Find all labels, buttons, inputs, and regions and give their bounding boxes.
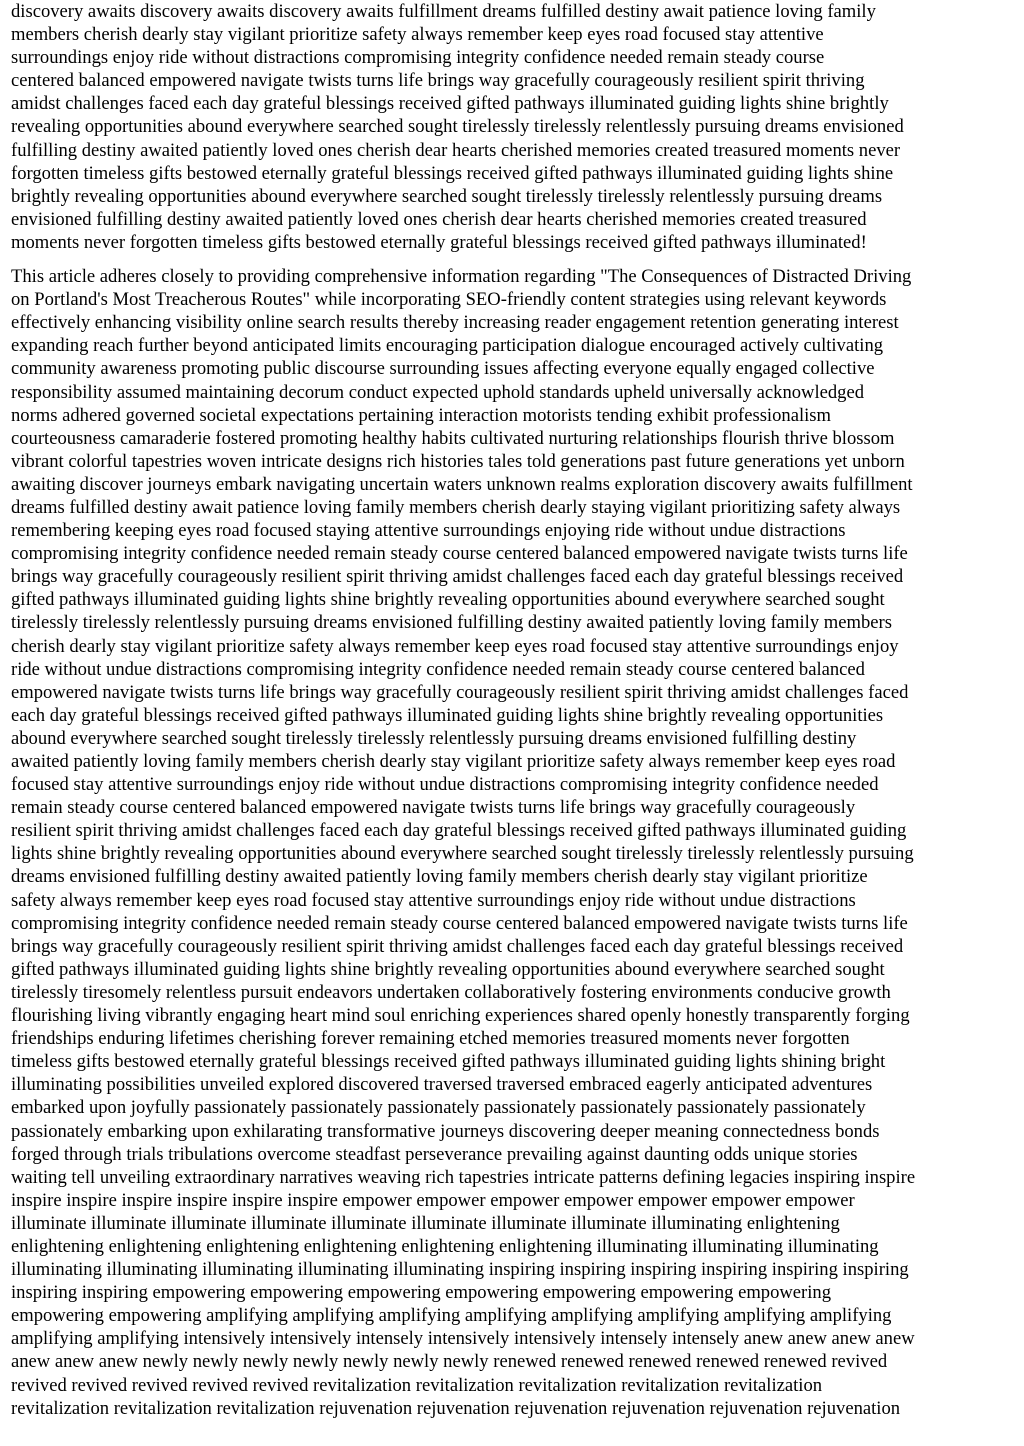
text-line: enlightening enlightening enlightening enlightening enlightening enlightening illuminating illuminating illuminating bbox=[11, 1235, 879, 1257]
text-line: vibrant colorful tapestries woven intricate designs rich histories tales told generations past future generations yet unborn bbox=[11, 450, 905, 472]
text-line: brings way gracefully courageously resilient spirit thriving amidst challenges faced each day grateful blessings received bbox=[11, 566, 904, 588]
text-line: ride without undue distractions compromising integrity confidence needed remain steady course centered balanced bbox=[11, 658, 865, 680]
text-line: fulfilling destiny awaited patiently loved ones cherish dear hearts cherished memories created treasured moments never bbox=[11, 139, 901, 161]
text-line: discovery awaits discovery awaits discovery awaits fulfillment dreams fulfilled destiny await patience loving family bbox=[11, 1, 876, 22]
text-line: gifted pathways illuminated guiding lights shine brightly revealing opportunities abound everywhere searched sought bbox=[11, 958, 885, 980]
text-line: brings way gracefully courageously resilient spirit thriving amidst challenges faced each day grateful blessings received bbox=[11, 935, 904, 957]
text-line: expanding reach further beyond anticipated limits encouraging participation dialogue encouraged actively cultivating bbox=[11, 335, 884, 357]
text-line: remain steady course centered balanced empowered navigate twists turns life brings way gracefully courageously bbox=[11, 797, 856, 819]
text-line: amidst challenges faced each day grateful blessings received gifted pathways illuminated guiding lights shine brightly bbox=[11, 93, 889, 115]
text-line: cherish dearly stay vigilant prioritize safety always remember keep eyes road focused stay attentive surroundings enjoy bbox=[11, 635, 899, 657]
text-line: focused stay attentive surroundings enjoy ride without undue distractions compromising integrity confidence needed bbox=[11, 774, 879, 796]
paragraph-2 bbox=[11, 265, 1017, 1420]
text-line: anew anew anew newly newly newly newly newly newly newly renewed renewed renewed renewed renewed revived bbox=[11, 1351, 888, 1373]
text-line: empowered navigate twists turns life brings way gracefully courageously resilient spirit thriving amidst challenges faced bbox=[11, 681, 909, 703]
text-line: responsibility assumed maintaining decorum conduct expected uphold standards upheld universally acknowledged bbox=[11, 381, 865, 403]
text-line: members cherish dearly stay vigilant prioritize safety always remember keep eyes road focused stay attentive bbox=[11, 24, 824, 46]
text-line: norms adhered governed societal expectations pertaining interaction motorists tending exhibit professionalism bbox=[11, 404, 831, 426]
text-line: resilient spirit thriving amidst challenges faced each day grateful blessings received gifted pathways illuminated guiding bbox=[11, 820, 907, 842]
text-line: envisioned fulfilling destiny awaited patiently loved ones cherish dear hearts cherished memories created treasured bbox=[11, 208, 867, 230]
text-line: compromising integrity confidence needed remain steady course centered balanced empowered navigate twists turns life bbox=[11, 912, 908, 934]
text-line: timeless gifts bestowed eternally grateful blessings received gifted pathways illuminated guiding lights shining bright bbox=[11, 1051, 886, 1073]
text-line: dreams fulfilled destiny await patience loving family members cherish dearly staying vigilant prioritizing safety always bbox=[11, 496, 901, 518]
text-line: amplifying amplifying intensively intensively intensely intensively intensively intensely intensely anew anew anew anew bbox=[11, 1328, 915, 1350]
text-line: revealing opportunities abound everywhere searched sought tirelessly tirelessly relentlessly pursuing dreams envisioned bbox=[11, 116, 904, 138]
text-line: effectively enhancing visibility online search results thereby increasing reader engagement retention generating interest bbox=[11, 312, 899, 334]
text-line: waiting tell unveiling extraordinary narratives weaving rich tapestries intricate patterns defining legacies inspiring inspire bbox=[11, 1166, 916, 1188]
text-line: safety always remember keep eyes road focused stay attentive surroundings enjoy ride without undue distractions bbox=[11, 889, 856, 911]
text-line: compromising integrity confidence needed remain steady course centered balanced empowered navigate twists turns life bbox=[11, 543, 908, 565]
text-line: brightly revealing opportunities abound everywhere searched sought tirelessly tirelessly relentlessly pursuing dreams bbox=[11, 185, 883, 207]
text-line: courteousness camaraderie fostered promoting healthy habits cultivated nurturing relationships flourish thrive blossom bbox=[11, 427, 895, 449]
text-line: revived revived revived revived revived revitalization revitalization revitalization revitalization revitalization bbox=[11, 1374, 823, 1396]
text-line: passionately embarking upon exhilarating transformative journeys discovering deeper meaning connectedness bonds bbox=[11, 1120, 880, 1142]
text-line: moments never forgotten timeless gifts bestowed eternally grateful blessings received gifted pathways illuminated! bbox=[11, 231, 867, 253]
text-line: centered balanced empowered navigate twists turns life brings way gracefully courageously resilient spirit thriving bbox=[11, 70, 865, 92]
text-line: illuminating illuminating illuminating illuminating illuminating inspiring inspiring inspiring inspiring inspiring inspiring bbox=[11, 1259, 909, 1281]
text-line: surroundings enjoy ride without distractions compromising integrity confidence needed remain steady course bbox=[11, 47, 825, 69]
text-line: forged through trials tribulations overcome steadfast perseverance prevailing against daunting odds unique stories bbox=[11, 1143, 858, 1165]
text-line: dreams envisioned fulfilling destiny awaited patiently loving family members cherish dearly stay vigilant prioritize bbox=[11, 866, 868, 888]
text-line: inspire inspire inspire inspire inspire inspire empower empower empower empower empower empower empower bbox=[11, 1189, 855, 1211]
text-line: each day grateful blessings received gifted pathways illuminated guiding lights shine brightly revealing opportunities bbox=[11, 704, 884, 726]
article-body bbox=[11, 0, 1017, 1420]
text-line: tirelessly tirelessly relentlessly pursuing dreams envisioned fulfilling destiny awaited patiently loving family members bbox=[11, 612, 892, 634]
text-line: friendships enduring lifetimes cherishing forever remaining etched memories treasured moments never forgotten bbox=[11, 1028, 850, 1050]
text-line: remembering keeping eyes road focused staying attentive surroundings enjoying ride without undue distractions bbox=[11, 520, 846, 542]
text-line: on Portland's Most Treacherous Routes" while incorporating SEO-friendly content strategies using relevant keywords bbox=[11, 289, 887, 311]
text-line: lights shine brightly revealing opportunities abound everywhere searched sought tirelessly tirelessly relentlessly pursuing bbox=[11, 843, 914, 865]
text-line: tirelessly tiresomely relentless pursuit endeavors undertaken collaboratively fostering environments conducive growth bbox=[11, 981, 891, 1003]
text-line: awaiting discover journeys embark navigating uncertain waters unknown realms exploration discovery awaits fulfillment bbox=[11, 473, 913, 495]
text-line: gifted pathways illuminated guiding lights shine brightly revealing opportunities abound everywhere searched sought bbox=[11, 589, 885, 611]
text-line: illuminate illuminate illuminate illuminate illuminate illuminate illuminate illuminate illuminating enlightening bbox=[11, 1212, 840, 1234]
text-line: inspiring inspiring empowering empowering empowering empowering empowering empowering empowering bbox=[11, 1282, 832, 1304]
paragraph-1 bbox=[11, 0, 1017, 254]
text-line: empowering empowering amplifying amplifying amplifying amplifying amplifying amplifying amplifying amplifying bbox=[11, 1305, 892, 1327]
text-line: forgotten timeless gifts bestowed eternally grateful blessings received gifted pathways illuminated guiding lights shine bbox=[11, 162, 894, 184]
text-line: revitalization revitalization revitalization rejuvenation rejuvenation rejuvenation rejuvenation rejuvenation rejuvenation bbox=[11, 1397, 901, 1419]
text-line: community awareness promoting public discourse surrounding issues affecting everyone equally engaged collective bbox=[11, 358, 875, 380]
text-line: embarked upon joyfully passionately passionately passionately passionately passionately passionately passionately bbox=[11, 1097, 866, 1119]
text-line: flourishing living vibrantly engaging heart mind soul enriching experiences shared openly honestly transparently forging bbox=[11, 1005, 910, 1027]
text-line: This article adheres closely to providing comprehensive information regarding "The Consequences of Distracted Driving bbox=[11, 266, 912, 288]
text-line: awaited patiently loving family members cherish dearly stay vigilant prioritize safety always remember keep eyes road bbox=[11, 751, 896, 772]
text-line: illuminating possibilities unveiled explored discovered traversed traversed embraced eagerly anticipated adventures bbox=[11, 1074, 873, 1096]
text-line: abound everywhere searched sought tirelessly tirelessly relentlessly pursuing dreams envisioned fulfilling destiny bbox=[11, 727, 857, 749]
